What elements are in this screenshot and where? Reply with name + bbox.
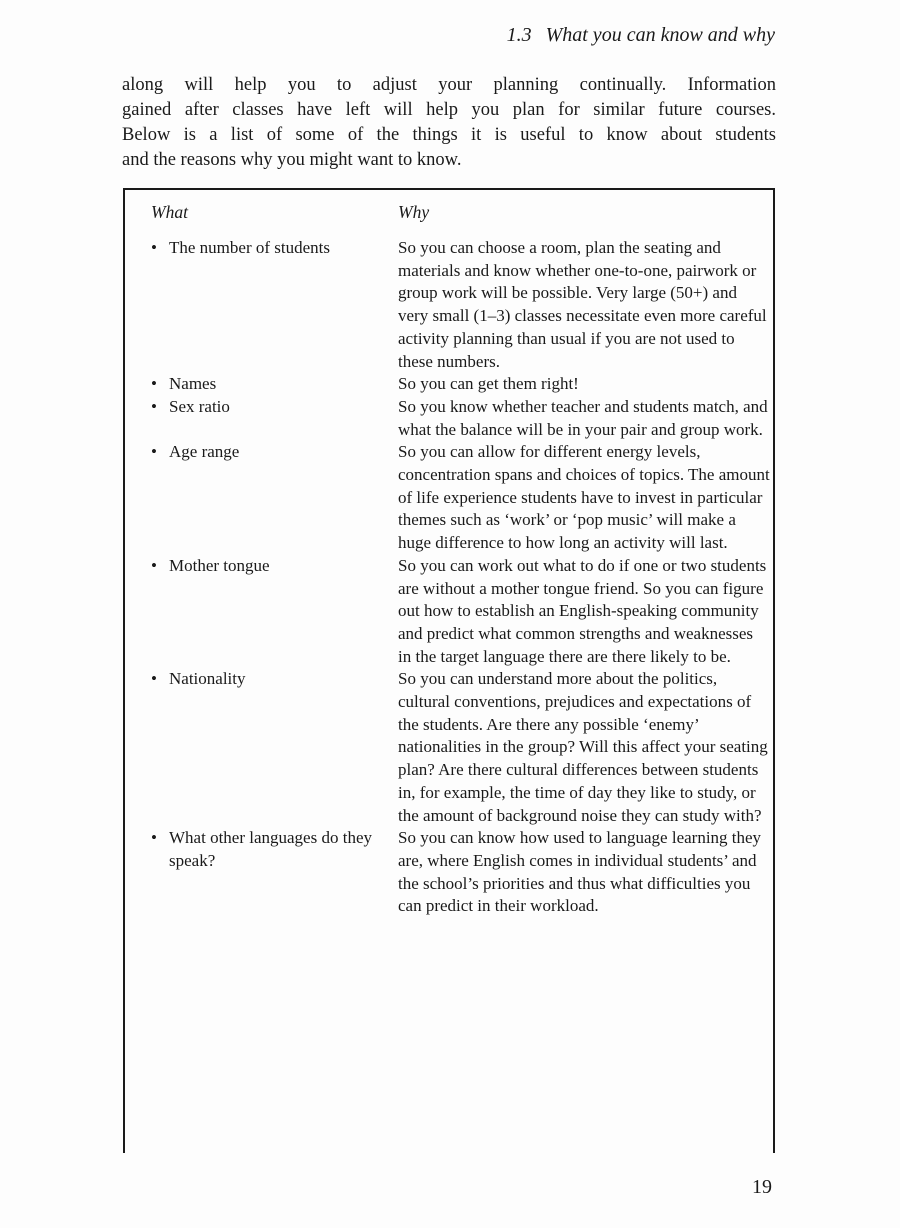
what-cell	[151, 441, 398, 555]
what-label: Nationality	[169, 669, 246, 689]
what-label: The number of students	[169, 238, 330, 257]
table-row	[151, 396, 773, 441]
table-row	[151, 441, 773, 555]
what-why-table	[123, 188, 775, 1153]
table-row	[151, 237, 773, 373]
what-cell	[151, 668, 398, 827]
intro-line: and the reasons why you might want to know.	[122, 150, 462, 170]
table-row	[151, 555, 773, 669]
why-text: So you can get them right!	[398, 374, 579, 394]
why-text: So you can allow for different energy levels, concentration spans and choices of topics. The amount of life experience students have to invest in particular themes such as ‘work’ or ‘pop music’ will make a huge difference to how long an activity will last.	[398, 442, 770, 553]
intro-paragraph	[122, 73, 776, 173]
bullet-icon: •	[151, 396, 157, 416]
running-head	[507, 24, 775, 47]
table-row	[151, 827, 773, 918]
what-label: Age range	[169, 442, 240, 462]
what-cell	[151, 237, 398, 373]
table-row	[151, 668, 773, 827]
why-text: So you can understand more about the politics, cultural conventions, prejudices and expectations of the students. Are there any possible ‘enemy’ nationalities in the group? Will this affect your seating plan? Are there cultural differences between students in, for example, the time of day they like to study, or the amount of background noise they can study with?	[398, 669, 768, 825]
bullet-icon: •	[151, 669, 157, 689]
running-head-title: What you can know and why	[545, 24, 775, 46]
bullet-icon: •	[151, 828, 157, 848]
what-label: Names	[169, 374, 217, 394]
table-row	[151, 373, 773, 396]
why-text: So you can work out what to do if one or two students are without a mother tongue friend. So you can figure out how to establish an English-speaking community and predict what common strengths and weaknesses in the target language there are there likely to be.	[398, 555, 767, 666]
intro-line: along will help you to adjust your planning continually. Information	[122, 75, 776, 95]
intro-line: Below is a list of some of the things it is useful to know about students	[122, 125, 776, 145]
what-label: What other languages do they speak?	[169, 828, 372, 870]
what-cell	[151, 555, 398, 669]
why-text: So you know whether teacher and students match, and what the balance will be in your pair and group work.	[398, 396, 768, 439]
bullet-icon: •	[151, 442, 157, 462]
bullet-icon: •	[151, 238, 157, 257]
what-label: Mother tongue	[169, 555, 270, 575]
column-header-what: What	[151, 202, 188, 222]
why-text: So you can choose a room, plan the seating and materials and know whether one-to-one, pairwork or group work will be possible. Very large (50+) and very small (1–3) classes necessitate even more careful activity planning than usual if you are not used to these numbers.	[398, 238, 767, 371]
column-header-why: Why	[398, 202, 430, 222]
section-number: 1.3	[506, 24, 532, 46]
what-cell	[151, 396, 398, 441]
table-header-row	[151, 201, 773, 224]
what-cell	[151, 827, 398, 918]
intro-line: gained after classes have left will help you plan for similar future courses.	[122, 100, 776, 120]
what-cell	[151, 373, 398, 396]
page-number: 19	[752, 1176, 772, 1198]
why-text: So you can know how used to language learning they are, where English comes in individual students’ and the school’s priorities and thus what difficulties you can predict in their workload.	[398, 828, 762, 916]
bullet-icon: •	[151, 555, 157, 575]
what-label: Sex ratio	[169, 396, 230, 416]
bullet-icon: •	[151, 374, 157, 394]
table-body	[151, 237, 773, 918]
